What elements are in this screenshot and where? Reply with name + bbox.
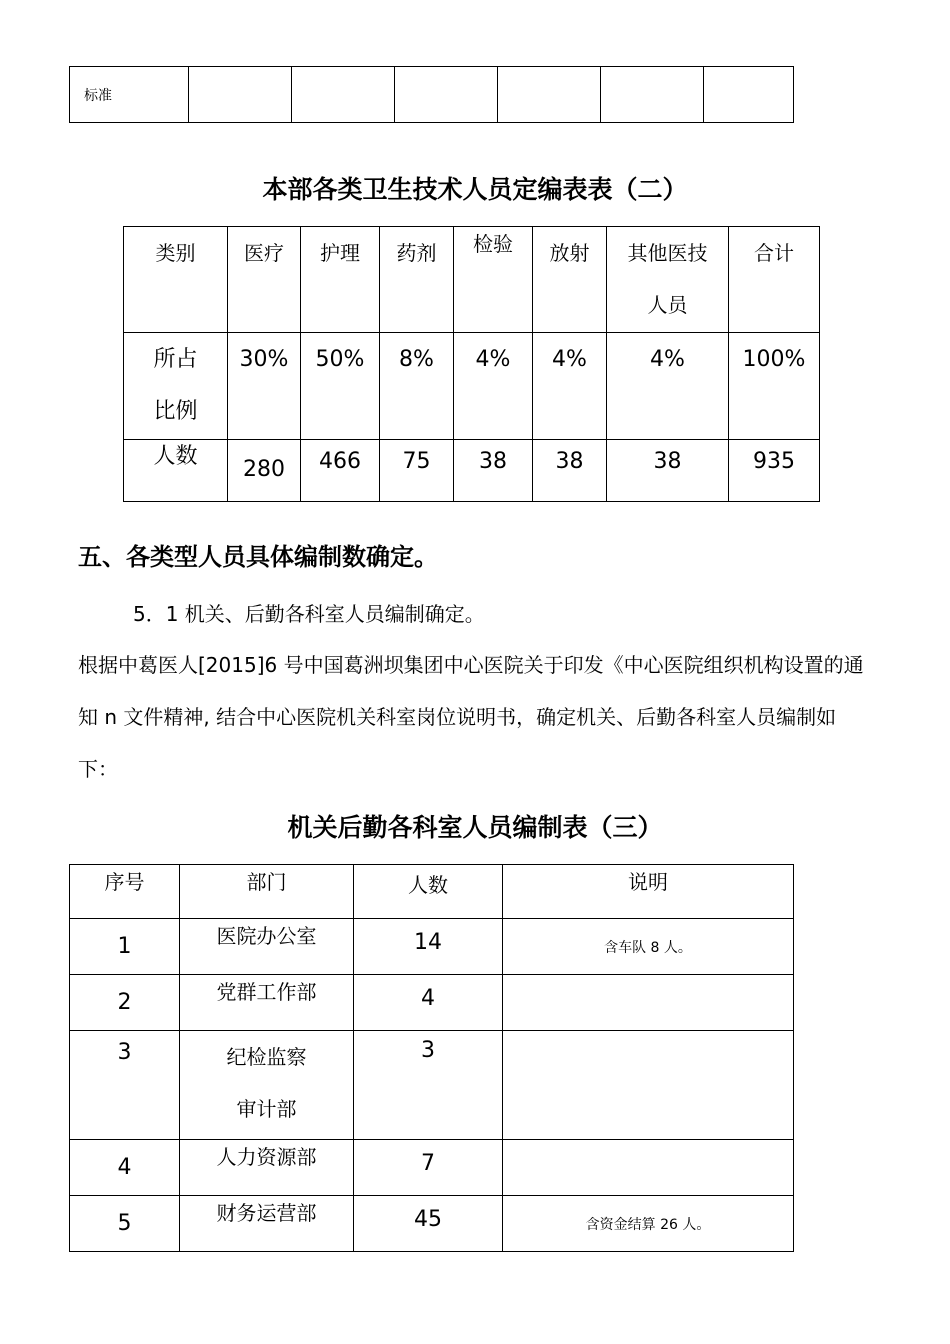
header-nursing: 护理: [301, 227, 380, 333]
header-other-line2: 人员: [647, 293, 688, 317]
row-dept-line2: 审计部: [236, 1097, 297, 1121]
header-no: 序号: [70, 865, 180, 919]
row-dept: 医院办公室: [180, 919, 354, 975]
header-lab: 检验: [454, 227, 533, 333]
header-dept: 部门: [180, 865, 354, 919]
ratio-cell: 100%: [729, 333, 820, 440]
row-number: 2: [70, 975, 180, 1031]
table-row: [70, 67, 794, 123]
count-cell: 75: [380, 440, 454, 502]
table-row: [70, 1140, 794, 1196]
count-cell: 38: [533, 440, 607, 502]
ratio-label-line1: 所占: [153, 347, 198, 372]
row-count: 7: [354, 1140, 503, 1196]
row-dept: 人力资源部: [180, 1140, 354, 1196]
ratio-cell: 50%: [301, 333, 380, 440]
row-dept: [180, 1031, 354, 1140]
header-pharmacy: 药剂: [380, 227, 454, 333]
table-row: [70, 1196, 794, 1252]
row-note: 含资金结算 26 人。: [503, 1196, 794, 1252]
table-cell: [498, 67, 601, 123]
top-partial-table: [69, 66, 794, 123]
row-note: [503, 1031, 794, 1140]
table-cell: [395, 67, 498, 123]
ratio-label-line2: 比例: [153, 399, 198, 424]
staffing-ratio-table: [123, 226, 820, 502]
row-dept-line1: 纪检监察: [226, 1045, 307, 1069]
table-row: [70, 975, 794, 1031]
table-row-ratio: [124, 333, 820, 440]
table-row: [70, 919, 794, 975]
ratio-label: [124, 333, 228, 440]
table-cell: [189, 67, 292, 123]
ratio-cell: 4%: [454, 333, 533, 440]
table-cell: [601, 67, 704, 123]
row-number: 3: [70, 1031, 180, 1140]
section-heading: 五、各类型人员具体编制数确定。: [78, 543, 438, 571]
count-cell: 38: [607, 440, 729, 502]
header-total: 合计: [729, 227, 820, 333]
ratio-cell: 4%: [533, 333, 607, 440]
table3-title: 机关后勤各科室人员编制表（三）: [287, 813, 663, 842]
ratio-cell: 4%: [607, 333, 729, 440]
row-label: 标准: [70, 67, 189, 123]
subsection-heading: 5．1 机关、后勤各科室人员编制确定。: [133, 602, 485, 626]
department-staffing-table: [69, 864, 794, 1252]
count-cell: 935: [729, 440, 820, 502]
row-count: 14: [354, 919, 503, 975]
header-note: 说明: [503, 865, 794, 919]
table-header-row: [70, 865, 794, 919]
row-note: 含车队 8 人。: [503, 919, 794, 975]
row-dept: 党群工作部: [180, 975, 354, 1031]
header-medical: 医疗: [228, 227, 301, 333]
row-number: 5: [70, 1196, 180, 1252]
count-cell: 38: [454, 440, 533, 502]
ratio-cell: 30%: [228, 333, 301, 440]
row-dept: 财务运营部: [180, 1196, 354, 1252]
table2-title: 本部各类卫生技术人员定编表表（二）: [262, 175, 688, 204]
table-cell: [704, 67, 794, 123]
header-other-line1: 其他医技: [627, 241, 708, 265]
table-cell: [292, 67, 395, 123]
row-count: 3: [354, 1031, 503, 1140]
header-radiology: 放射: [533, 227, 607, 333]
count-cell: 466: [301, 440, 380, 502]
row-note: [503, 975, 794, 1031]
table-row: [70, 1031, 794, 1140]
count-cell: 280: [228, 440, 301, 502]
header-other-tech: [607, 227, 729, 333]
count-label: 人数: [124, 440, 228, 502]
row-number: 1: [70, 919, 180, 975]
row-note: [503, 1140, 794, 1196]
header-category: 类别: [124, 227, 228, 333]
table-header-row: [124, 227, 820, 333]
ratio-cell: 8%: [380, 333, 454, 440]
table-row-count: [124, 440, 820, 502]
row-count: 45: [354, 1196, 503, 1252]
row-number: 4: [70, 1140, 180, 1196]
header-count: 人数: [354, 865, 503, 919]
row-count: 4: [354, 975, 503, 1031]
body-paragraph: 根据中葛医人[2015]6 号中国葛洲坝集团中心医院关于印发《中心医院组织机构设置的通知 n 文件精神, 结合中心医院机关科室岗位说明书，确定机关、后勤各科室人员编制如下：: [78, 653, 864, 781]
